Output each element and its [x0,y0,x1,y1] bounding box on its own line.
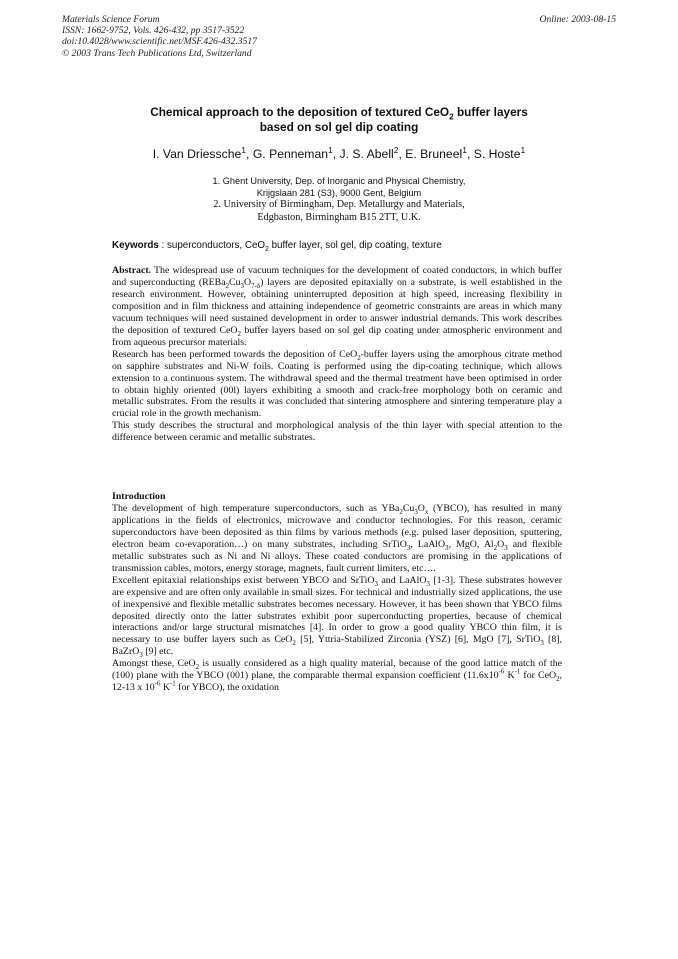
journal-name: Materials Science Forum [62,14,160,25]
keywords: Keywords : superconductors, CeO$_2$ buffer layer, sol gel, dip coating, texture [112,240,442,253]
body-paragraph: Amongst these, CeO$_2$ is usually considered as a high quality material, because of the good lattice match of the (100) plane with the YBCO (001) plane, the comparable thermal expansion coefficient ($11.6x10^{-6}$ $K^{-1}$ for CeO$_2$, 12-13 x $10^{-6}$ $K^{-1}$ for YBCO), the oxidation [112,658,562,694]
section-heading: Introduction [112,491,166,502]
author: S. Hoste [473,147,521,161]
affiliation-1-line-2: Krijgslaan 281 (S3), 9000 Gent, Belgium [256,188,422,199]
abstract-label: Abstract. [112,265,152,276]
abstract-paragraph: This study describes the structural and morphological analysis of the thin layer with special attention to the difference between ceramic and metallic substrates. [112,420,562,444]
issn-line: ISSN: 1662-9752, Vols. 426-432, pp 3517-3522 [62,25,245,37]
introduction [112,491,562,694]
journal-header [62,14,257,59]
author: E. Bruneel [405,147,463,161]
affiliation-2-line-2: Edgbaston, Birmingham B15 2TT, U.K. [257,211,421,223]
paper-title: Chemical approach to the deposition of textured CeO$_2$ buffer layers based on sol gel dip coating [150,105,528,134]
abstract-paragraph: Research has been performed towards the deposition of CeO$_2$-buffer layers using the amorphous citrate method on sapphire substrates and Ni-W foils. Coating is performed using the dip-coating technique, which allows extension to a continuous system. The withdrawal speed and the thermal treatment have been optimised in order to obtain highly oriented (00l) layers exhibiting a smooth and crack-free morphology both on ceramic and metallic substrates. From the results it was concluded that sintering atmosphere and sintering temperature play a crucial role in the growth mechanism. [112,348,562,420]
abstract-paragraph: Abstract. The widespread use of vacuum techniques for the development of coated conductors, in which buffer and superconducting $(REBa_2Cu_3O_{7-\delta})$ layers are deposited epitaxially on a substrate, is well established in the research environment. However, obtaining uninterrupted deposition at high speed, increasing flexibility in composition and in film thickness and attaining independence of geometric constraints are areas in which many vacuum techniques will need sustained development in order to answer industrial demands. This work describes the deposition of textured CeO$_2$ buffer layers based on sol gel dip coating under atmospheric environment and from aqueous precursor materials. [112,265,562,348]
author: J. S. Abell [339,147,394,161]
body-paragraph: Excellent epitaxial relationships exist between YBCO and SrTiO$_3$ and LaAlO$_3$ [1-3]. These substrates however are expensive and are often only available in small sizes. For technical and industrially sized applications, the use of inexpensive and flexible metallic substrates becomes necessary. However, it has been shown that YBCO films deposited directly onto the latter substrates exhibit poor superconducting properties, because of chemical interactions and/or large structural mismatches [4]. In order to grow a good quality YBCO thin film, it is necessary to use buffer layers such as CeO$_2$ [5], Yttria-Stabilized Zirconia (YSZ) [6], MgO [7], SrTiO$_3$ [8], BaZrO$_3$ [9] etc. [112,574,562,660]
affiliations [0,175,678,224]
body-paragraph: The development of high temperature superconductors, such as $YBa_2Cu_3O_x$ (YBCO), has resulted in many applications in the fields of electronics, microwave and conductor technologies. For this reason, ceramic superconductors have been deposited as thin films by various methods (e.g. pulsed laser deposition, sputtering, electron beam co-evaporation…) on many substrates, including SrTiO$_3$, LaAlO$_3$, MgO, $Al_2O_3$ and flexible metallic substrates such as Ni and Ni alloys. These coated conductors are promising in the applications of transmission cables, motors, energy storage, magnets, fault current limiters, etc…. [112,502,563,574]
doi-line[interactable]: doi:10.4028/www.scientific.net/MSF.426-432.3517 [62,36,257,48]
keywords-label: Keywords [112,240,159,251]
affiliation-1-line-1: 1. Ghent University, Dep. of Inorganic and Physical Chemistry, [212,176,466,186]
author: G. Penneman [252,147,329,161]
author-list: I. Van Driessche$^1$, G. Penneman$^1$, J. S. Abell$^2$, E. Bruneel$^1$, S. Hoste$^1$ [152,144,526,161]
affiliation-2-line-1: 2. University of Birmingham, Dep. Metallurgy and Materials, [213,199,465,211]
author: I. Van Driessche [152,147,242,161]
copyright-line: © 2003 Trans Tech Publications Ltd, Switzerland [62,47,252,59]
abstract [112,265,562,444]
online-date: Online: 2003-08-15 [539,14,616,25]
